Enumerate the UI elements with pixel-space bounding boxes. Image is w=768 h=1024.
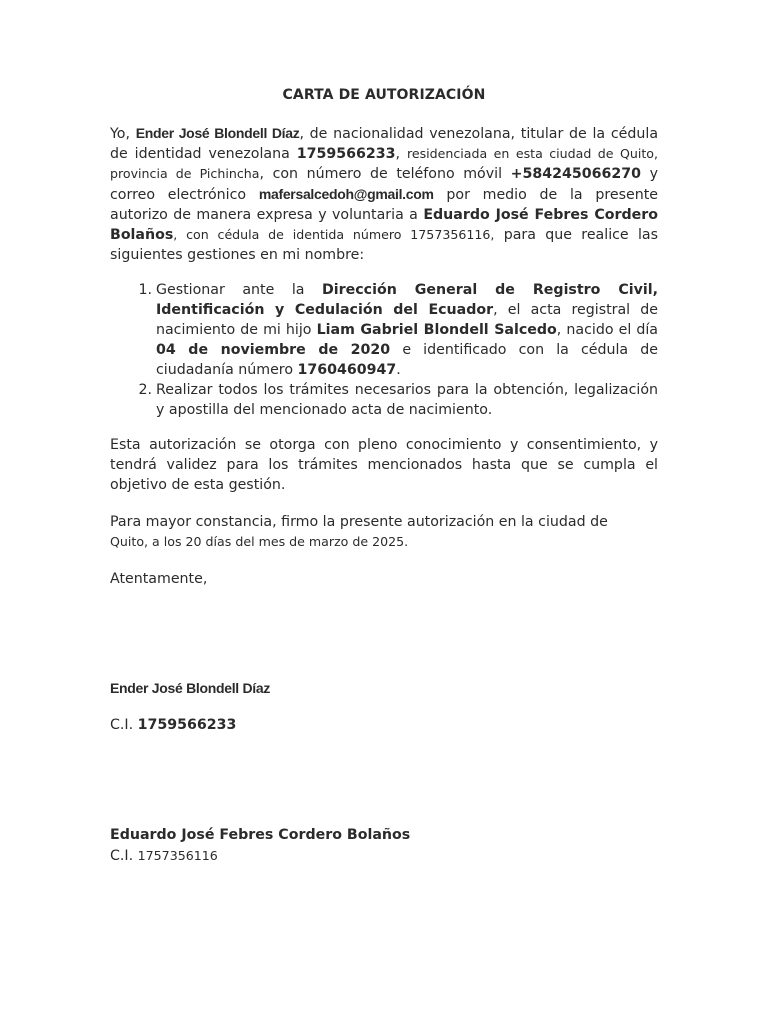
list-item-text: e identificado con la cédula de ciudadanía número — [156, 342, 658, 378]
intro-text-8: , con cédula de identida número 1757356116, — [173, 227, 495, 242]
list-item — [110, 380, 658, 420]
intro-text-3: , — [395, 146, 400, 162]
place-date-text-1: Para mayor constancia, firmo la presente autorización en la ciudad de — [110, 514, 608, 530]
intro-text-6: y correo electrónico — [110, 166, 659, 203]
signature-1-id — [110, 715, 236, 735]
document-title: CARTA DE AUTORIZACIÓN — [282, 87, 486, 103]
list-item-text: Realizar todos los trámites necesarios para la obtención, legalización y apostilla del mencionado acta de nacimiento. — [156, 382, 658, 418]
intro-text-7: por medio de la presente autorizo de manera expresa y voluntaria a — [110, 187, 659, 223]
email-address: mafersalcedoh@gmail.com — [258, 186, 434, 202]
list-item-number: 2. — [138, 382, 152, 398]
signature-2-name: Eduardo José Febres Cordero Bolaños — [110, 827, 411, 843]
closing: Atentamente, — [110, 571, 208, 587]
intro-text-2: , de nacionalidad venezolana, titular de la cédula de identidad venezolana — [110, 126, 659, 162]
phone-number: +584245066270 — [510, 166, 641, 182]
child-id-number: 1760460947 — [297, 362, 397, 378]
id-label: C.I. — [110, 717, 134, 733]
intro-text-4: residenciada en esta ciudad de Quito, provincia de Pichincha — [110, 146, 658, 181]
registry-office-name: Dirección General de Registro Civil, Identificación y Cedulación del Ecuador — [156, 282, 658, 318]
validity-paragraph — [110, 435, 658, 495]
id-number: 1759566233 — [137, 717, 237, 733]
intro-text-5: , con número de teléfono móvil — [259, 166, 503, 182]
list-item-text: . — [396, 362, 401, 378]
grantor-name: Ender José Blondell Díaz — [135, 125, 300, 141]
list-item-text: , el acta registral de nacimiento de mi hijo — [156, 302, 659, 338]
birth-date: 04 de noviembre de 2020 — [156, 342, 391, 358]
signature-1-name: Ender José Blondell Díaz — [110, 680, 271, 696]
intro-paragraph — [110, 123, 658, 265]
intro-text-1: Yo, — [110, 126, 130, 142]
grantor-id: 1759566233 — [296, 146, 396, 162]
list-item-text: Gestionar ante la — [156, 282, 305, 298]
list-item-number: 1. — [138, 282, 152, 298]
grantee-name: Eduardo José Febres Cordero Bolaños — [110, 207, 659, 243]
validity-text: Esta autorización se otorga con pleno conocimiento y consentimiento, y tendrá validez para los trámites mencionados hasta que se cumpla el objetivo de esta gestión. — [110, 437, 658, 493]
signature-2-id — [110, 846, 218, 866]
list-item — [110, 280, 658, 380]
id-label: C.I. — [110, 848, 134, 864]
place-date-text-2: Quito, a los 20 días del mes de marzo de 2025. — [110, 534, 409, 549]
tasks-list — [110, 280, 658, 420]
place-date-paragraph — [110, 512, 658, 552]
intro-text-9: para que realice las siguientes gestiones en mi nombre: — [110, 227, 658, 263]
child-name: Liam Gabriel Blondell Salcedo — [316, 322, 557, 338]
id-number: 1757356116 — [137, 848, 218, 863]
list-item-text: , nacido el día — [556, 322, 658, 338]
